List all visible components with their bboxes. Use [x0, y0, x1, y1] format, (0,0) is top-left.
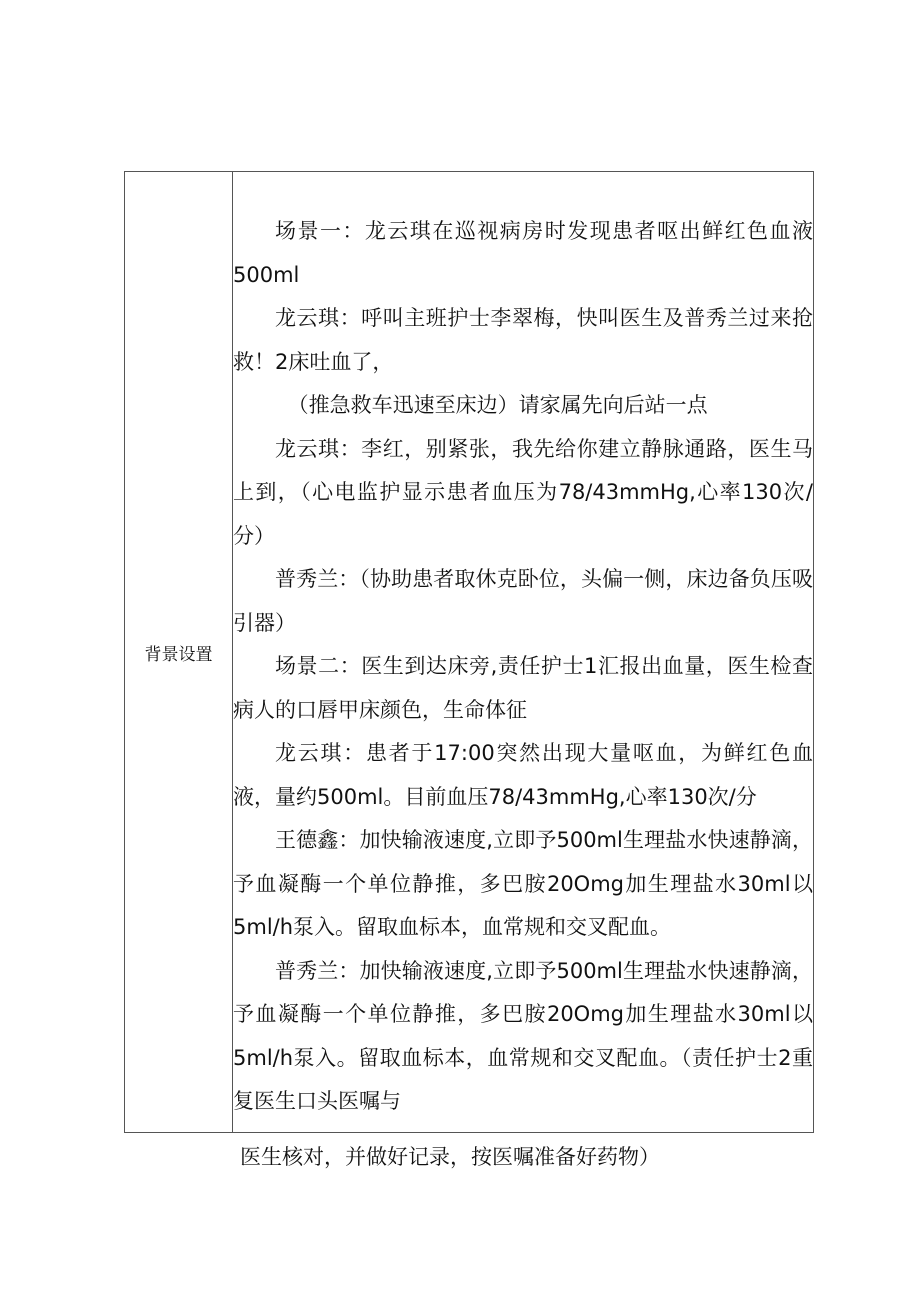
scenario-table [124, 171, 814, 1133]
paragraph-shock-position: 普秀兰：（协助患者取休克卧位，头偏一侧，床边备负压吸引器） [233, 567, 813, 635]
paragraph-iv-access: 龙云琪：李红，别紧张，我先给你建立静脉通路，医生马上到，（心电监护显示患者血压为78/43mmHg,心率130次/分） [233, 436, 813, 548]
paragraph-nurse-repeat: 普秀兰：加快输液速度,立即予500ml生理盐水快速静滴，予血凝酶一个单位静推，多巴胺20Omg加生理盐水30ml以5ml/h泵入。留取血标本，血常规和交叉配血。（责任护士2重复医生口头医嘱与 [233, 958, 813, 1113]
paragraph-report: 龙云琪：患者于17:00突然出现大量呕血，为鲜红色血液，量约500ml。目前血压78/43mmHg,心率130次/分 [233, 741, 813, 809]
paragraph-crash-cart: （推急救车迅速至床边）请家属先向后站一点 [287, 393, 708, 417]
paragraph-doctor-order: 王德鑫：加快输液速度,立即予500ml生理盐水快速静滴，予血凝酶一个单位静推，多巴胺20Omg加生理盐水30ml以5ml/h泵入。留取血标本，血常规和交叉配血。 [233, 828, 813, 939]
paragraph-scene-two: 场景二：医生到达床旁,责任护士1汇报出血量，医生检查病人的口唇甲床颜色，生命体征 [233, 654, 813, 722]
paragraph-call-for-help: 龙云琪：呼叫主班护士李翠梅，快叫医生及普秀兰过来抢救！2床吐血了， [233, 306, 813, 374]
paragraph-scene-one: 场景一：龙云琪在巡视病房时发现患者呕出鲜红色血液500ml [233, 219, 813, 287]
content-cell [233, 172, 813, 1132]
label-cell-background-setting: 背景设置 [125, 172, 233, 1132]
continuation-text: 医生核对，并做好记录，按医嘱准备好药物） [240, 1145, 660, 1169]
